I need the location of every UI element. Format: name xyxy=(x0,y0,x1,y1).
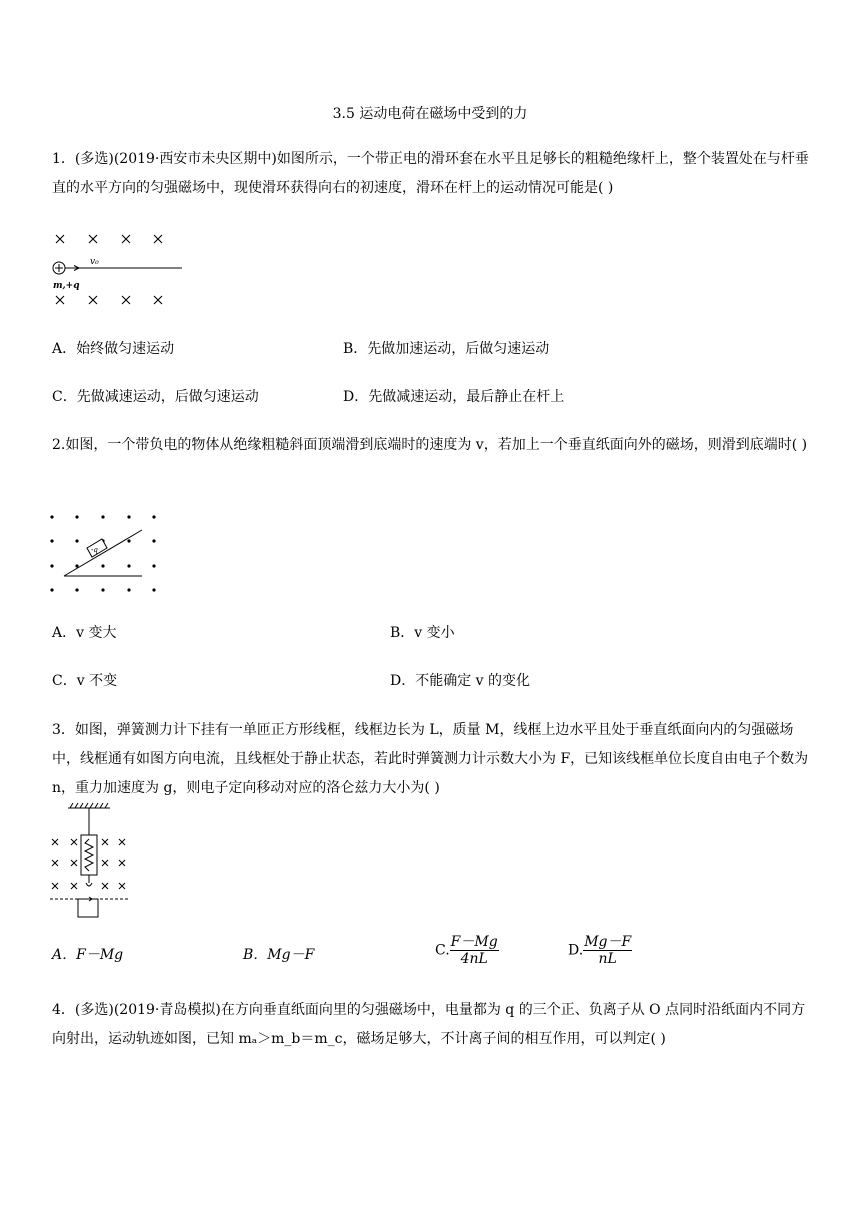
option-c-label: C. xyxy=(435,942,450,959)
question-1-figure xyxy=(50,230,200,310)
hook-icon xyxy=(86,875,92,886)
question-3-option-c xyxy=(435,934,499,967)
wire-frame-icon xyxy=(78,897,98,917)
ceiling-icon xyxy=(68,803,110,808)
option-d-denominator: nL xyxy=(598,951,617,967)
question-3-option-b: B．Mg－F xyxy=(243,947,315,963)
question-2-option-a: A．v 变大 xyxy=(52,625,117,641)
charged-ring-icon xyxy=(53,262,65,274)
block-charge-label: -q xyxy=(91,546,98,554)
question-1-text: 1．(多选)(2019·西安市未央区期中)如图所示，一个带正电的滑环套在水平且足够长的粗糙绝缘杆上，整个装置处在与杆垂直的水平方向的匀强磁场中，现使滑环获得向右的初速度，滑环在杆上的运动情况可能是( ) xyxy=(52,151,809,196)
spring-scale-icon xyxy=(81,835,97,875)
question-1-option-b: B．先做加速运动，后做匀速运动 xyxy=(343,341,550,357)
velocity-label: v₀ xyxy=(90,257,99,267)
question-2-option-c: C．v 不变 xyxy=(52,673,118,689)
option-c-fraction xyxy=(450,934,499,967)
incline-icon xyxy=(64,530,142,576)
question-1-option-a: A．始终做匀速运动 xyxy=(52,341,175,357)
page-title: 3.5 运动电荷在磁场中受到的力 xyxy=(332,106,528,122)
option-c-denominator: 4nL xyxy=(460,951,488,967)
question-3-option-d xyxy=(568,934,632,967)
question-2-option-d: D．不能确定 v 的变化 xyxy=(390,673,531,689)
option-d-numerator: Mg－F xyxy=(584,934,632,950)
option-c-numerator: F－Mg xyxy=(450,934,498,950)
velocity-arrow-icon xyxy=(65,266,79,271)
question-1-option-c: C．先做减速运动，后做匀速运动 xyxy=(52,389,259,405)
question-3-figure xyxy=(48,797,138,922)
question-2-figure xyxy=(44,508,164,598)
option-d-label: D. xyxy=(568,942,584,959)
option-d-fraction xyxy=(583,934,632,967)
question-3-option-a: A．F－Mg xyxy=(52,947,124,963)
mass-charge-label: m,+q xyxy=(53,281,80,291)
question-2-text: 2.如图，一个带负电的物体从绝缘粗糙斜面顶端滑到底端时的速度为 v，若加上一个垂直纸面向外的磁场，则滑到底端时( ) xyxy=(52,437,808,453)
question-1-option-d: D．先做减速运动，最后静止在杆上 xyxy=(343,389,565,405)
magnetic-field-cross-icons xyxy=(56,235,162,304)
question-2-option-b: B．v 变小 xyxy=(390,625,455,641)
question-3-text: 3．如图，弹簧测力计下挂有一单匝正方形线框，线框边长为 L，质量 M，线框上边水平且处于垂直纸面向内的匀强磁场中，线框通有如图方向电流，且线框处于静止状态，若此时弹簧测力计示数大小为 F，已知该线框单位长度自由电子个数为 n，重力加速度为 g，则电子定向移动对应的洛仑兹力大小为( ) xyxy=(52,722,809,796)
question-4-text: 4．(多选)(2019·青岛模拟)在方向垂直纸面向里的匀强磁场中，电量都为 q 的三个正、负离子从 O 点同时沿纸面内不同方向射出，运动轨迹如图，已知 mₐ＞m_b＝m_c，磁场足够大，不计离子间的相互作用，可以判定( ) xyxy=(52,1002,806,1047)
